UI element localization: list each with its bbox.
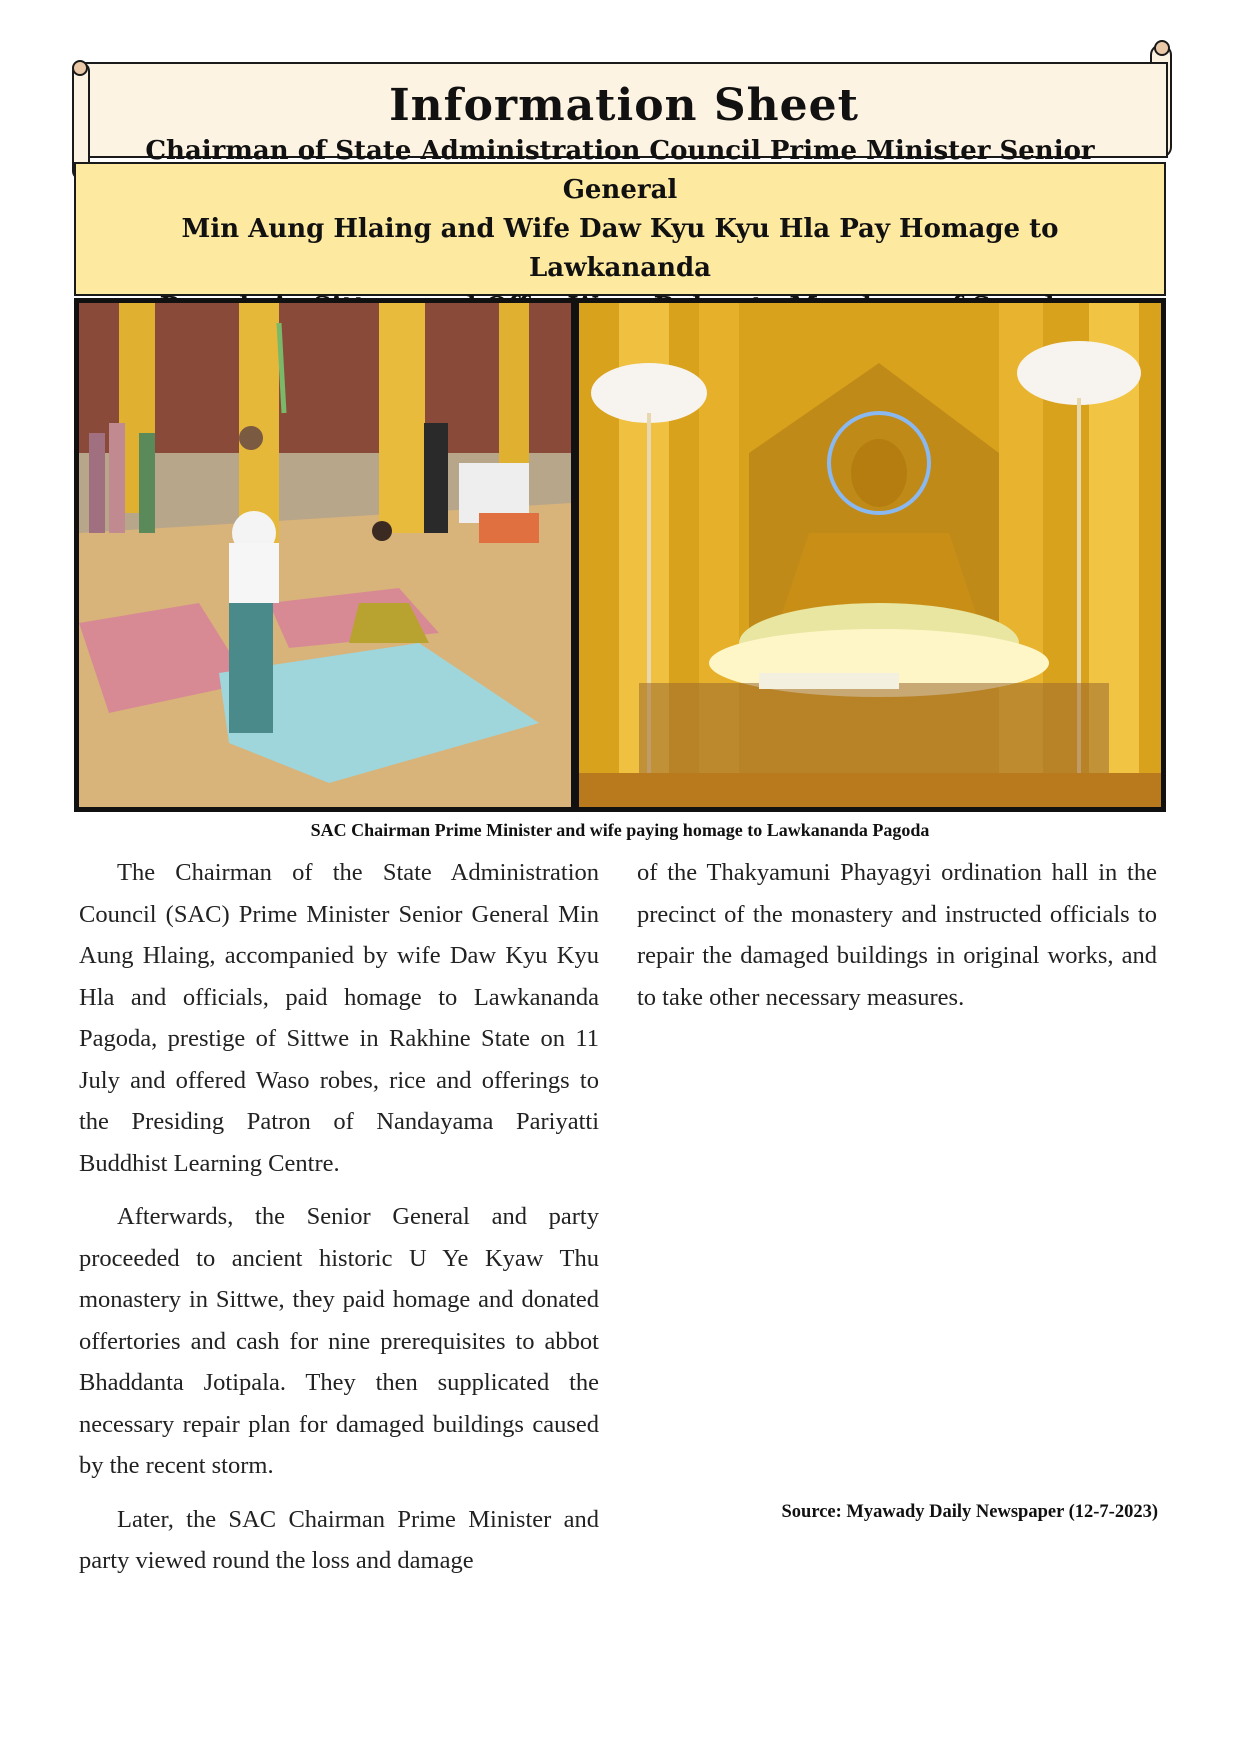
homage-scene-image	[79, 303, 571, 807]
buddha-statue-image	[579, 303, 1161, 807]
headline-box	[74, 135, 1166, 296]
photo-caption: SAC Chairman Prime Minister and wife paying homage to Lawkananda Pagoda	[310, 820, 930, 840]
photo-buddha-image	[579, 303, 1161, 807]
photo-frame	[74, 298, 1166, 812]
article-column-right	[637, 852, 1157, 1030]
article-paragraph: Afterwards, the Senior General and party proceeded to ancient historic U Ye Kyaw Thu monastery in Sittwe, they paid homage and donated offertories and cash for nine prerequisites to abbot Bhaddanta Jotipala. They then supplicated the necessary repair plan for damaged buildings caused by the recent storm.	[79, 1203, 599, 1479]
photo-homage-scene	[79, 303, 571, 807]
article-paragraph: of the Thakyamuni Phayagyi ordination hall in the precinct of the monastery and instructed officials to repair the damaged buildings in original works, and to take other necessary measures.	[637, 859, 1157, 1011]
scroll-curl-dot	[72, 60, 88, 76]
article-column-left	[79, 852, 599, 1594]
article-paragraph: Later, the SAC Chairman Prime Minister and party viewed round the loss and damage	[79, 1505, 599, 1574]
headline-line: Min Aung Hlaing and Wife Daw Kyu Kyu Hla Pay Homage to Lawkananda	[181, 213, 1059, 283]
page-title: Information Sheet	[389, 80, 859, 131]
article-paragraph: The Chairman of the State Administration Council (SAC) Prime Minister Senior General Min Aung Hlaing, accompanied by wife Daw Kyu Kyu Hla and officials, paid homage to Lawkananda Pagoda, prestige of Sittwe in Rakhine State on 11 July and offered Waso robes, rice and offerings to the Presiding Patron of Nandayama Pariyatti Buddhist Learning Centre.	[79, 859, 599, 1177]
scroll-curl-dot	[1154, 40, 1170, 56]
source-note: Source: Myawady Daily Newspaper (12-7-2023)	[781, 1502, 1158, 1522]
headline-line: Chairman of State Administration Council Prime Minister Senior General	[145, 135, 1095, 205]
